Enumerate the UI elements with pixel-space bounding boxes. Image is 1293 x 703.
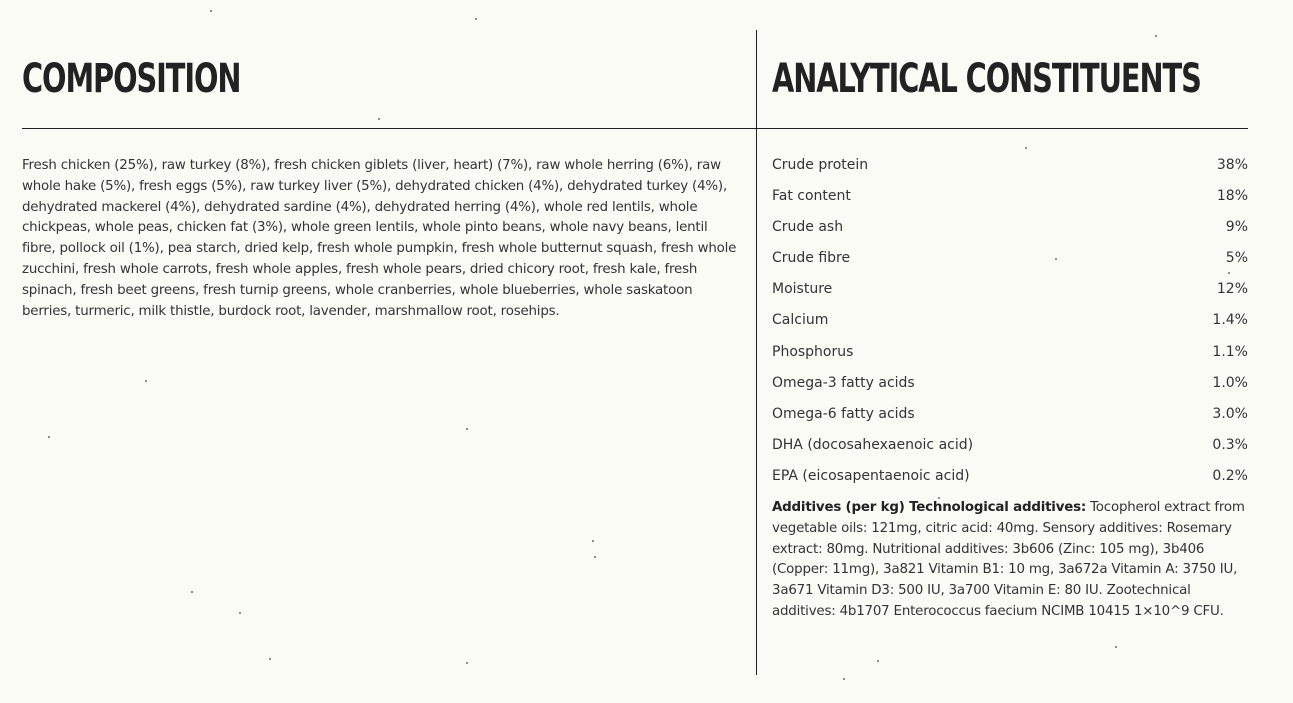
constituent-value: 18% (1216, 188, 1248, 205)
analytical-heading: ANALYTICAL CONSTITUENTS (772, 56, 1201, 102)
constituent-label: Fat content (772, 188, 851, 205)
constituent-label: Calcium (772, 312, 829, 329)
constituents-list (772, 155, 1248, 497)
constituent-label: Omega-6 fatty acids (772, 405, 915, 422)
speckle (592, 540, 594, 542)
constituent-row (772, 466, 1248, 497)
composition-text: Fresh chicken (25%), raw turkey (8%), fresh chicken giblets (liver, heart) (7%), raw whole herring (6%), raw whole hake (5%), fresh eggs (5%), raw turkey liver (5%), dehydrated chicken (4%), dehydrated turkey (4%), dehydrated mackerel (4%), dehydrated sardine (4%), dehydrated herring (4%), whole red lentils, whole chickpeas, whole peas, chicken fat (3%), whole green lentils, whole pinto beans, whole navy beans, lentil fibre, pollock oil (1%), pea starch, dried kelp, fresh whole pumpkin, fresh whole butternut squash, fresh whole zucchini, fresh whole carrots, fresh whole apples, fresh whole pears, dried chicory root, fresh kale, fresh spinach, fresh beet greens, fresh turnip greens, whole cranberries, whole blueberries, whole saskatoon berries, turmeric, milk thistle, burdock root, lavender, marshmallow root, rosehips. (22, 158, 737, 319)
constituent-value: 5% (1225, 250, 1248, 267)
constituent-label: Crude ash (772, 219, 844, 236)
speckle (466, 428, 468, 430)
speckle (239, 612, 241, 614)
speckle (1025, 147, 1027, 149)
constituent-value: 9% (1225, 219, 1248, 236)
constituent-value: 38% (1216, 157, 1248, 173)
constituent-row (772, 248, 1248, 279)
speckle (269, 658, 271, 660)
speckle (191, 591, 193, 593)
constituent-value: 1.4% (1212, 312, 1248, 329)
constituent-label: EPA (eicosapentaenoic acid) (772, 467, 970, 484)
additives-body: Tocopherol extract from vegetable oils: 121mg, citric acid: 40mg. Sensory additives: Rosemary extract: 80mg. Nutritional additives: 3b606 (Zinc: 105 mg), 3b406 (Copper: 11mg), 3a821 Vitamin B1: 10 mg, 3a672a Vitamin A: 3750 IU, 3a671 Vitamin D3: 500 IU, 3a700 Vitamin E: 80 IU. Zootechnical additives: 4b1707 Enterococcus faecium NCIMB 10415 1×10^9 CFU. (772, 500, 1245, 619)
constituent-row (772, 186, 1248, 217)
speckle (210, 10, 212, 12)
speckle (594, 556, 596, 558)
speckle (48, 436, 50, 438)
additives-text (772, 498, 1248, 623)
additives-label: Additives (per kg) Technological additives: (772, 500, 1087, 515)
constituent-row (772, 155, 1248, 186)
constituent-value: 1.0% (1212, 374, 1248, 391)
constituent-value: 0.3% (1212, 436, 1248, 453)
composition-heading: COMPOSITION (22, 56, 241, 102)
constituent-row (772, 217, 1248, 248)
speckle (843, 678, 845, 680)
heading-rule (22, 128, 1248, 129)
constituent-value: 12% (1216, 281, 1248, 298)
constituent-label: Phosphorus (772, 343, 854, 360)
constituent-value: 1.1% (1212, 343, 1248, 360)
constituent-label: DHA (docosahexaenoic acid) (772, 436, 974, 453)
speckle (475, 18, 477, 20)
speckle (466, 662, 468, 664)
constituent-value: 3.0% (1212, 405, 1248, 422)
constituent-label: Omega-3 fatty acids (772, 374, 915, 391)
speckle (378, 118, 380, 120)
constituent-label: Crude protein (772, 157, 869, 173)
constituent-value: 0.2% (1212, 467, 1248, 484)
constituent-row (772, 310, 1248, 341)
speckle (1115, 646, 1117, 648)
constituent-row (772, 342, 1248, 373)
constituent-row (772, 373, 1248, 404)
speckle (877, 660, 879, 662)
constituent-row (772, 404, 1248, 435)
constituent-label: Crude fibre (772, 250, 851, 267)
column-divider (756, 30, 757, 675)
constituent-label: Moisture (772, 281, 833, 298)
constituent-row (772, 435, 1248, 466)
constituent-row (772, 279, 1248, 310)
speckle (145, 380, 147, 382)
speckle (1155, 35, 1157, 37)
